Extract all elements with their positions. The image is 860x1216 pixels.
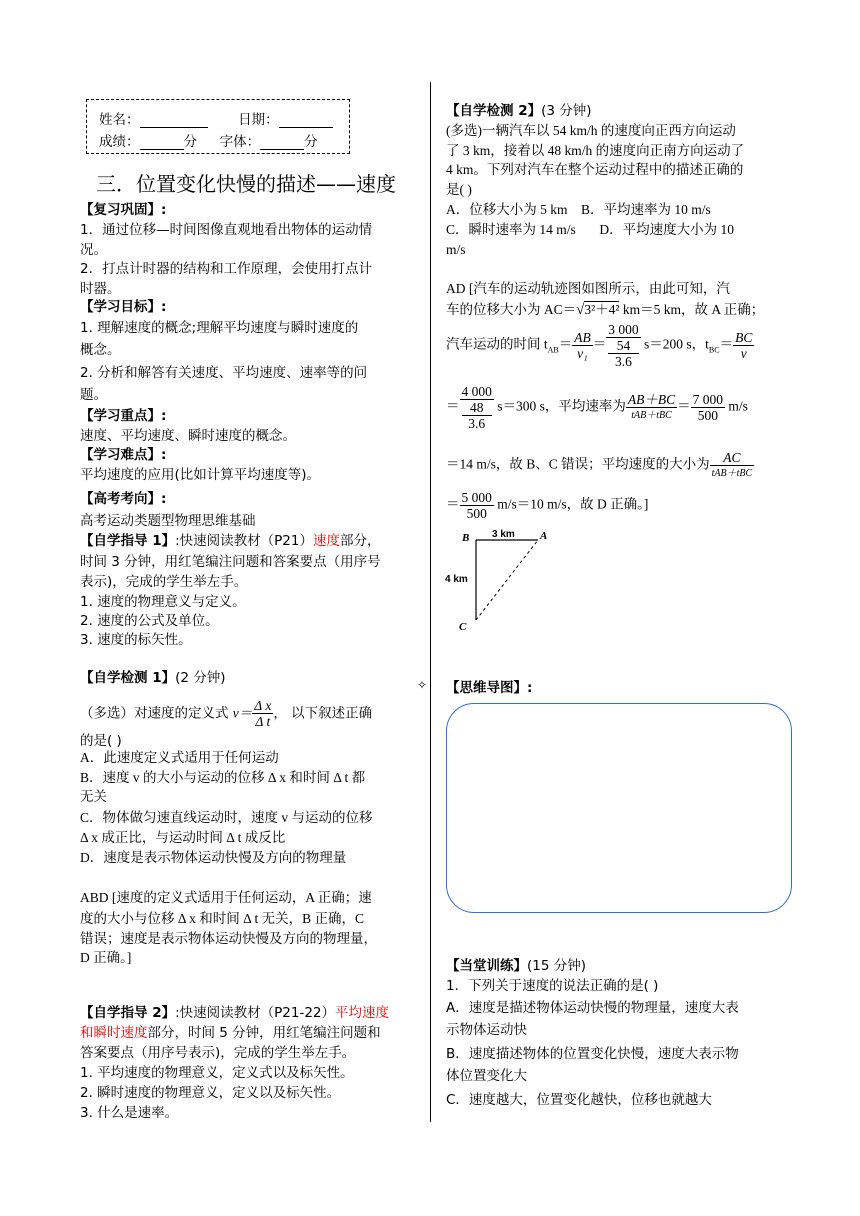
guide2-item: 3. 什么是速率。 bbox=[80, 1105, 179, 1121]
check1-option: Δ x 成正比，与运动时间 Δ t 成反比 bbox=[80, 830, 286, 845]
distance-bc-label: 4 km bbox=[445, 574, 468, 585]
check1-question-line-2: 的是( ) bbox=[80, 733, 122, 749]
guide2-item: 2. 瞬时速度的物理意义，定义以及标矢性。 bbox=[80, 1085, 341, 1101]
difficulties-heading: 【学习难点】: bbox=[80, 447, 167, 463]
name-label: 姓名： bbox=[99, 112, 140, 128]
answer-text: ＝ bbox=[719, 336, 734, 352]
goals-heading: 【学习目标】: bbox=[80, 299, 167, 315]
answer-text: ＝ bbox=[677, 398, 691, 414]
fraction-denominator: tAB＋tBC bbox=[711, 468, 753, 479]
check2-answer-line bbox=[446, 450, 754, 481]
fraction-numerator: 7 000 bbox=[692, 392, 724, 407]
check1-question-text: （多选）对速度的定义式 bbox=[80, 705, 233, 722]
sqrt-content: 3²＋4² bbox=[584, 302, 620, 317]
fraction-denominator: 500 bbox=[466, 506, 487, 521]
date-label: 日期： bbox=[238, 112, 279, 128]
fraction-numerator: AB＋BC bbox=[627, 392, 676, 407]
check2-question: 4 km。下列对汽车在整个运动过程中的描述正确的 bbox=[446, 162, 744, 177]
review-line: 况。 bbox=[80, 242, 107, 258]
fraction-denominator bbox=[606, 338, 640, 369]
subscript: AB bbox=[547, 345, 559, 355]
fraction-ac bbox=[710, 450, 755, 481]
fraction-denominator: Δ t bbox=[255, 714, 271, 729]
check2-question: 了 3 km，接着以 48 km/h 的速度向正南方向运动了 bbox=[446, 143, 745, 158]
goals-line: 概念。 bbox=[80, 342, 121, 358]
guide1-text: 部分， bbox=[339, 533, 381, 549]
guide1-heading: 【自学指导 1】 bbox=[80, 533, 176, 549]
guide2-line-1 bbox=[80, 1003, 389, 1023]
distance-ba-label: 3 km bbox=[492, 529, 515, 540]
sparkle-icon: ✧ bbox=[417, 678, 428, 692]
fraction-avg-speed bbox=[626, 392, 677, 423]
guide2-line-3: 答案要点（用序号表示)，完成的学生举左手。 bbox=[80, 1045, 356, 1061]
guide2-highlight: 平均速度 bbox=[335, 1005, 390, 1021]
guide1-line-3: 表示)，完成的学生举左手。 bbox=[80, 574, 248, 590]
score-label: 成绩： bbox=[99, 134, 140, 150]
check1-option: B．速度 v 的大小与运动的位移 Δ x 和时间 Δ t 都 bbox=[80, 770, 366, 785]
fraction-5000 bbox=[460, 490, 494, 521]
page-title: 三．位置变化快慢的描述——速度 bbox=[96, 172, 396, 196]
fraction-3000 bbox=[606, 322, 640, 369]
check2-option-a: A．位移大小为 5 km bbox=[446, 202, 568, 217]
practice-time: (15 分钟) bbox=[527, 958, 587, 974]
check2-question: (多选)一辆汽车以 54 km/h 的速度向正西方向运动 bbox=[446, 123, 736, 138]
writing-label: 字体： bbox=[219, 134, 261, 150]
check2-answer-line bbox=[446, 322, 754, 369]
fraction-denominator: 500 bbox=[697, 408, 718, 423]
check2-options-row-1 bbox=[446, 200, 711, 220]
check2-time: (3 分钟) bbox=[541, 103, 592, 119]
velocity-fraction bbox=[252, 698, 273, 729]
practice-heading: 【当堂训练】 bbox=[446, 958, 527, 974]
answer-text: ＝ bbox=[592, 336, 607, 352]
check1-heading: 【自学检测 1】 bbox=[80, 670, 176, 686]
check1-question-line-1 bbox=[80, 698, 372, 729]
answer-text: km＝5 km，故 A 正确； bbox=[619, 302, 765, 317]
guide2-heading: 【自学指导 2】 bbox=[80, 1005, 176, 1021]
goals-line: 题。 bbox=[80, 387, 107, 403]
fraction-denominator bbox=[460, 400, 494, 431]
check2-option-c: C．瞬时速率为 14 m/s bbox=[446, 222, 576, 237]
point-c-label: C bbox=[459, 621, 467, 633]
answer-text: s＝200 s，t bbox=[640, 336, 709, 352]
point-a-label: A bbox=[540, 530, 548, 542]
guide2-line-2 bbox=[80, 1023, 381, 1043]
check1-answer: 错误；速度是表示物体运动快慢及方向的物理量， bbox=[80, 931, 377, 946]
guide2-text: 部分，时间 5 分钟，用红笔编注问题和 bbox=[147, 1025, 381, 1041]
goals-line: 2. 分析和解答有关速度、平均速度、速率等的问 bbox=[80, 365, 368, 381]
check2-answer-line: AD [汽车的运动轨迹图如图所示，由此可知，汽 bbox=[446, 281, 730, 296]
nested-numerator: 54 bbox=[608, 338, 638, 354]
nested-denominator: 3.6 bbox=[468, 416, 486, 431]
check1-answer: ABD [速度的定义式适用于任何运动，A 正确；速 bbox=[80, 890, 372, 905]
check2-heading-line bbox=[446, 101, 592, 121]
segment-ca-displacement bbox=[476, 540, 538, 620]
point-b-label: B bbox=[462, 532, 470, 544]
guide1-text: :快速阅读教材（P21） bbox=[175, 533, 313, 549]
velocity-symbol: v＝ bbox=[232, 705, 253, 721]
practice-line: 体位置变化大 bbox=[446, 1068, 527, 1084]
check2-options-row-2 bbox=[446, 220, 734, 240]
difficulties-text: 平均速度的应用(比如计算平均速度等)。 bbox=[80, 467, 321, 483]
fraction-numerator: BC bbox=[735, 330, 753, 345]
check1-option: 无关 bbox=[80, 789, 107, 804]
fraction-denominator: v₁ bbox=[577, 346, 588, 361]
score-unit: 分 bbox=[183, 134, 197, 150]
guide1-item: 3. 速度的标矢性。 bbox=[80, 632, 192, 648]
fraction-numerator: Δ x bbox=[254, 698, 272, 713]
fraction-numerator: 4 000 bbox=[461, 384, 492, 399]
review-line: 2．打点计时器的结构和工作原理，会使用打点计 bbox=[80, 261, 373, 277]
check1-heading-line bbox=[80, 668, 226, 688]
answer-text: ＝ bbox=[446, 496, 460, 512]
key-points-text: 速度、平均速度、瞬时速度的概念。 bbox=[80, 428, 296, 444]
review-heading: 【复习巩固】: bbox=[80, 202, 167, 218]
check1-answer: D 正确。] bbox=[80, 950, 132, 965]
check1-option: A．此速度定义式适用于任何运动 bbox=[80, 750, 279, 765]
writing-unit: 分 bbox=[304, 134, 318, 150]
check1-option: D．速度是表示物体运动快慢及方向的物理量 bbox=[80, 850, 347, 865]
info-row-1 bbox=[99, 108, 333, 128]
writing-field[interactable] bbox=[260, 135, 304, 150]
fraction-numerator: AC bbox=[710, 450, 755, 466]
subscript: BC bbox=[708, 345, 720, 355]
check2-answer-line bbox=[446, 384, 748, 431]
fraction-4000 bbox=[460, 384, 494, 431]
answer-text: 汽车运动的时间 t bbox=[446, 336, 548, 352]
guide2-item: 1. 平均速度的物理意义，定义式以及标矢性。 bbox=[80, 1065, 354, 1081]
review-line: 时器。 bbox=[80, 281, 121, 297]
practice-line: C．速度越大，位置变化越快，位移也就越大 bbox=[446, 1092, 712, 1108]
guide1-line-1 bbox=[80, 531, 380, 551]
info-row-2 bbox=[99, 130, 318, 150]
check2-heading: 【自学检测 2】 bbox=[446, 103, 542, 119]
answer-text: s＝300 s，平均速率为 bbox=[493, 398, 626, 414]
exam-text: 高考运动类题型物理思维基础 bbox=[80, 513, 256, 529]
guide1-item: 1. 速度的物理意义与定义。 bbox=[80, 594, 246, 610]
score-field[interactable] bbox=[140, 135, 184, 150]
guide2-highlight: 和瞬时速度 bbox=[80, 1025, 148, 1041]
guide1-highlight: 速度 bbox=[312, 533, 340, 549]
practice-line: 1．下列关于速度的说法正确的是( ) bbox=[446, 978, 659, 994]
fraction-bc-v bbox=[733, 330, 754, 361]
check2-answer-line bbox=[446, 490, 648, 521]
practice-line: 示物体运动快 bbox=[446, 1022, 527, 1038]
answer-text: ＝14 m/s，故 B、C 错误；平均速度的大小为 bbox=[446, 456, 710, 472]
mindmap-box[interactable] bbox=[446, 703, 792, 913]
column-divider bbox=[430, 82, 431, 1122]
practice-heading-line bbox=[446, 956, 586, 976]
check1-answer: 度的大小与位移 Δ x 和时间 Δ t 无关，B 正确，C bbox=[80, 911, 365, 926]
goals-line: 1. 理解速度的概念;理解平均速度与瞬时速度的 bbox=[80, 320, 359, 336]
guide1-item: 2. 速度的公式及单位。 bbox=[80, 613, 219, 629]
check2-option-d: D．平均速度大小为 10 bbox=[599, 222, 735, 237]
check2-option-d-unit: m/s bbox=[446, 242, 466, 257]
check2-option-b: B．平均速率为 10 m/s bbox=[581, 202, 711, 217]
check1-time: (2 分钟) bbox=[175, 670, 226, 686]
sqrt-icon: √ bbox=[576, 302, 585, 318]
check2-answer-line bbox=[446, 300, 764, 320]
answer-text: 车的位移大小为 AC＝ bbox=[446, 302, 577, 317]
nested-numerator: 48 bbox=[462, 400, 492, 416]
fraction-denominator: v bbox=[740, 346, 747, 361]
student-info-box bbox=[86, 99, 350, 154]
practice-line: B．速度描述物体的位置变化快慢，速度大表示物 bbox=[446, 1046, 739, 1062]
key-points-heading: 【学习重点】: bbox=[80, 408, 167, 424]
check2-question: 是( ) bbox=[446, 182, 472, 197]
name-field[interactable] bbox=[140, 113, 208, 128]
answer-text: m/s＝10 m/s，故 D 正确。] bbox=[493, 496, 649, 512]
nested-denominator: 3.6 bbox=[615, 354, 632, 369]
fraction-numerator: AB bbox=[574, 330, 591, 345]
answer-text: ＝ bbox=[446, 398, 460, 414]
answer-text: m/s bbox=[725, 398, 748, 414]
fraction-numerator: 5 000 bbox=[461, 490, 492, 505]
guide1-line-2: 时间 3 分钟，用红笔编注问题和答案要点（用序号 bbox=[80, 554, 381, 570]
date-field[interactable] bbox=[279, 113, 333, 128]
fraction-numerator: 3 000 bbox=[608, 322, 639, 337]
route-diagram bbox=[445, 524, 560, 636]
practice-line: A．速度是描述物体运动快慢的物理量，速度大表 bbox=[446, 1000, 739, 1016]
mindmap-heading: 【思维导图】: bbox=[446, 680, 533, 696]
fraction-ab-v1 bbox=[572, 330, 593, 361]
fraction-7000 bbox=[691, 392, 725, 423]
check1-question-text: ， 以下叙述正确 bbox=[273, 705, 373, 722]
exam-heading: 【高考考向】: bbox=[80, 491, 167, 507]
guide2-text: :快速阅读教材（P21-22） bbox=[175, 1005, 336, 1021]
answer-text: ＝ bbox=[558, 336, 573, 352]
fraction-denominator: tAB＋tBC bbox=[631, 410, 672, 421]
review-line: 1．通过位移—时间图像直观地看出物体的运动情 bbox=[80, 222, 373, 238]
check1-option: C．物体做匀速直线运动时，速度 v 与运动的位移 bbox=[80, 810, 373, 825]
